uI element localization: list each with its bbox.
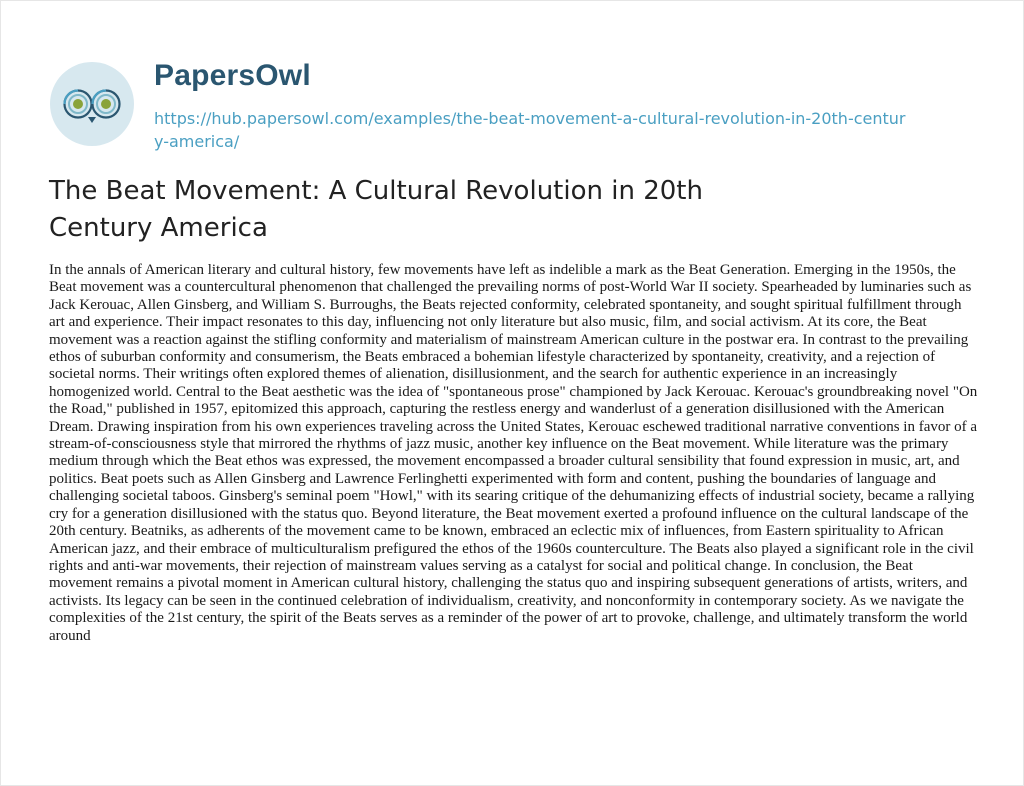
owl-eyes-icon — [49, 61, 135, 147]
page-title: The Beat Movement: A Cultural Revolution in 20th Century America — [49, 176, 703, 243]
essay-body: In the annals of American literary and cultural history, few movements have left as indelible a mark as the Beat Generation. Emerging in the 1950s, the Beat movement was a countercultural phenomenon that challenged the prevailing norms of post-World War II society. Spearheaded by luminaries such as Jack Kerouac, Allen Ginsberg, and William S. Burroughs, the Beats rejected conformity, celebrated spontaneity, and sought spiritual fulfillment through art and experience. Their impact resonates to this day, influencing not only literature but also music, film, and social activism. At its core, the Beat movement was a reaction against the stifling conformity and materialism of mainstream American culture in the postwar era. In contrast to the prevailing ethos of suburban conformity and consumerism, the Beats embraced a bohemian lifestyle characterized by spontaneity, creativity, and a rejection of societal norms. Their writings often explored themes of alienation, disillusionment, and the search for authentic experience in an increasingly homogenized world. Central to the Beat aesthetic was the idea of "spontaneous prose" championed by Jack Kerouac. Kerouac's groundbreaking novel "On the Road," published in 1957, epitomized this approach, capturing the restless energy and wanderlust of a generation disillusioned with the American Dream. Drawing inspiration from his own experiences traveling across the United States, Kerouac eschewed traditional narrative conventions in favor of a stream-of-consciousness style that mirrored the rhythms of jazz music, another key influence on the Beat movement. While literature was the primary medium through which the Beat ethos was expressed, the movement encompassed a broader cultural sensibility that found expression in music, art, and politics. Beat poets such as Allen Ginsberg and Lawrence Ferlinghetti experimented with form and content, pushing the boundaries of language and challenging societal taboos. Ginsberg's seminal poem "Howl," with its searing critique of the dehumanizing effects of industrial society, became a rallying cry for a generation disillusioned with the status quo. Beyond literature, the Beat movement exerted a profound influence on the cultural landscape of the 20th century. Beatniks, as adherents of the movement came to be known, embraced an eclectic mix of influences, from Eastern spirituality to African American jazz, and their embrace of multiculturalism prefigured the ethos of the 1960s counterculture. The Beats also played a significant role in the civil rights and anti-war movements, their rejection of mainstream values serving as a catalyst for social and political change. In conclusion, the Beat movement remains a pivotal moment in American cultural history, challenging the status quo and inspiring subsequent generations of artists, writers, and activists. Its legacy can be seen in the continued celebration of individualism, creativity, and nonconformity in contemporary society. As we navigate the complexities of the 21st century, the spirit of the Beats serves as a reminder of the power of art to provoke, challenge, and ultimately transform the world around — [49, 262, 978, 644]
brand-name[interactable]: PapersOwl — [154, 59, 311, 92]
site-header — [49, 49, 977, 159]
source-url-link[interactable]: https://hub.papersowl.com/examples/the-beat-movement-a-cultural-revolution-in-20th-century-america/ — [154, 109, 906, 151]
